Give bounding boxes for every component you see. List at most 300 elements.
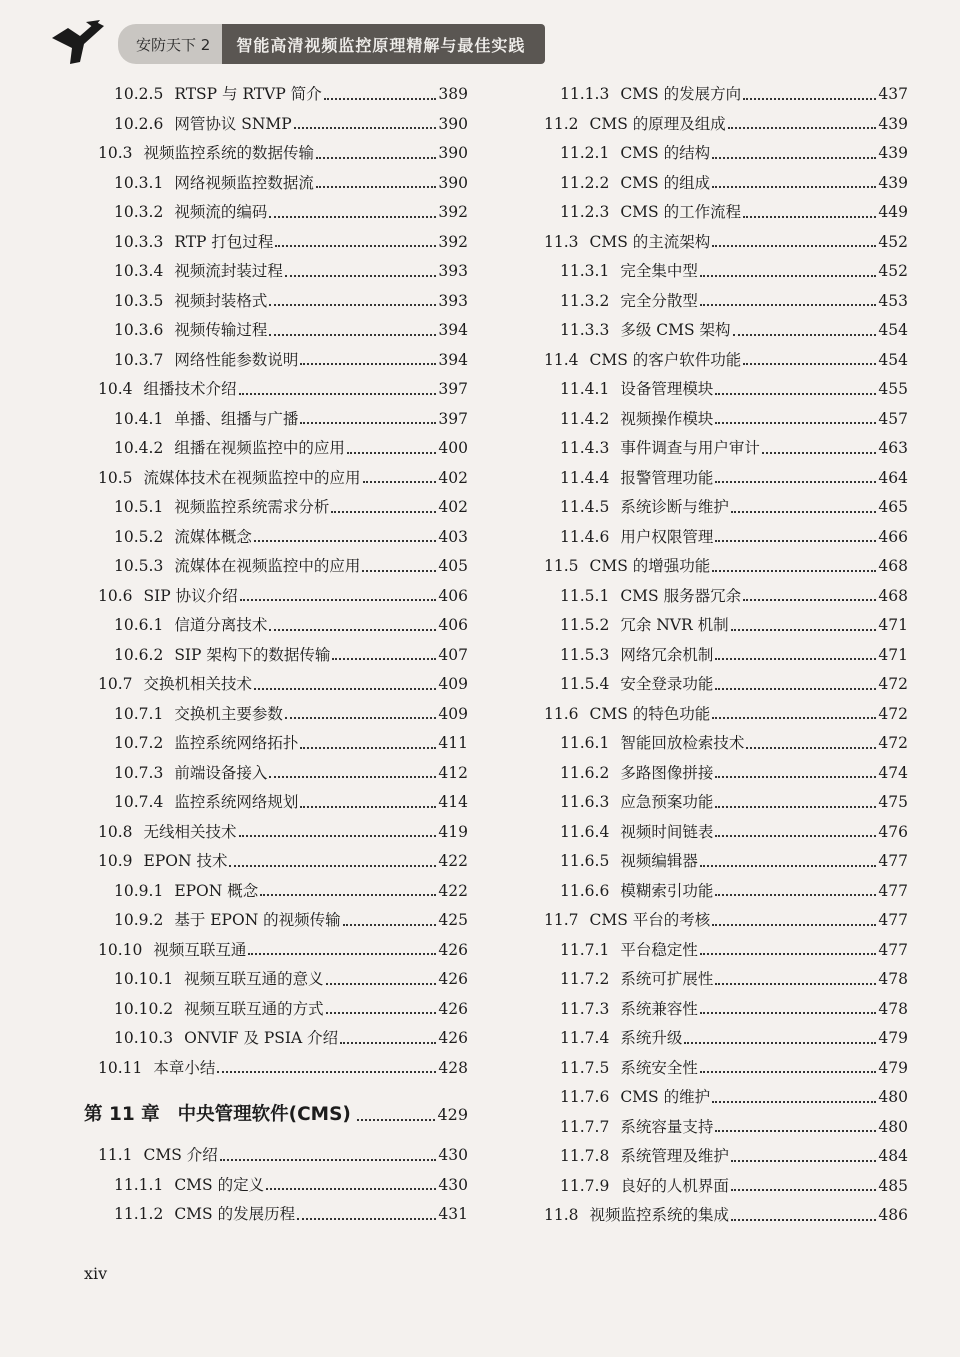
toc-subsection-entry [530, 375, 908, 405]
toc-page-number: 431 [438, 1205, 468, 1223]
toc-title: 系统容量支持 [620, 1117, 714, 1136]
toc-title: 交换机主要参数 [174, 704, 283, 723]
dot-leader [269, 216, 436, 218]
toc-page-number: 452 [878, 232, 908, 251]
book-title: 智能高清视频监控原理精解与最佳实践 [222, 24, 545, 64]
toc-number: 10.4 [98, 380, 133, 398]
toc-number: 11.5.1 [560, 586, 610, 605]
toc-number: 10.4.2 [114, 439, 164, 457]
toc-number: 11.7.8 [560, 1147, 610, 1165]
toc-number: 10.10.1 [114, 970, 174, 988]
dot-leader [731, 511, 877, 513]
toc-title: 视频监控系统需求分析 [174, 498, 330, 516]
toc-subsection-entry [530, 995, 908, 1025]
dot-leader [300, 806, 436, 808]
toc-subsection-entry [84, 257, 468, 287]
toc-number: 10.6.1 [114, 616, 164, 634]
dot-leader [357, 1119, 436, 1121]
toc-title: 视频互联互通的意义 [184, 970, 324, 988]
toc-subsection-entry [84, 346, 468, 376]
toc-section-entry [84, 847, 468, 877]
toc-subsection-entry [84, 729, 468, 759]
toc-title: 视频时间链表 [620, 822, 714, 841]
toc-subsection-entry [530, 198, 908, 228]
toc-number: 11.4.3 [560, 439, 610, 457]
dot-leader [715, 393, 876, 395]
toc-number: 11.6.6 [560, 881, 610, 900]
toc-title: 前端设备接入 [174, 763, 268, 782]
toc-subsection-entry [530, 316, 908, 346]
toc-section-entry [84, 139, 468, 169]
toc-title: 良好的人机界面 [620, 1176, 729, 1195]
dot-leader [275, 245, 436, 247]
toc-title: 用户权限管理 [620, 527, 714, 546]
toc-title: CMS 的原理及组成 [589, 114, 726, 133]
toc-page-number: 414 [438, 793, 468, 811]
toc-number: 11.4.5 [560, 498, 610, 516]
toc-page-number: 437 [878, 85, 908, 103]
toc-page-number: 393 [438, 291, 468, 310]
toc-title: ONVIF 及 PSIA 介绍 [184, 1029, 339, 1047]
toc-number: 10.3.1 [114, 173, 164, 192]
toc-number: 11.4.4 [560, 468, 610, 487]
toc-title: SIP 协议介绍 [143, 586, 238, 605]
toc-title: 模糊索引功能 [620, 881, 714, 900]
toc-title: 视频流的编码 [174, 203, 268, 221]
toc-page-number: 409 [438, 675, 468, 693]
dot-leader [700, 953, 877, 955]
dot-leader [715, 835, 876, 837]
toc-number: 11.7.3 [560, 999, 610, 1018]
toc-page-number: 422 [438, 881, 468, 900]
toc-section-entry [530, 110, 908, 140]
toc-subsection-entry [530, 1024, 908, 1054]
toc-subsection-entry [84, 169, 468, 199]
toc-section-entry [530, 700, 908, 730]
toc-subsection-entry [530, 582, 908, 612]
dot-leader [254, 540, 437, 542]
dot-leader [240, 599, 437, 601]
toc-number: 10.8 [98, 822, 133, 841]
toc-section-entry [84, 582, 468, 612]
publisher-logo-icon [50, 18, 106, 66]
toc-subsection-entry [530, 1083, 908, 1113]
toc-title: 本章小结 [153, 1058, 216, 1077]
toc-title: 视频监控系统的数据传输 [143, 144, 315, 162]
toc-title: 报警管理功能 [620, 468, 714, 487]
toc-page-number: 426 [438, 940, 468, 959]
toc-number: 10.3 [98, 144, 133, 162]
toc-section-entry [84, 818, 468, 848]
toc-title: 系统安全性 [620, 1058, 698, 1077]
toc-page-number: 468 [878, 557, 908, 575]
dot-leader [743, 363, 876, 365]
dot-leader [728, 127, 877, 129]
toc-subsection-entry [84, 434, 468, 464]
toc-chapter-entry [84, 1089, 468, 1141]
toc-subsection-entry [84, 641, 468, 671]
toc-page-number: 412 [438, 763, 468, 782]
toc-number: 11.3.1 [560, 262, 610, 280]
toc-page-number: 466 [878, 527, 908, 546]
toc-subsection-entry [530, 523, 908, 553]
toc-number: 11.7 [544, 911, 579, 929]
toc-title: CMS 平台的考核 [589, 911, 711, 929]
toc-title: CMS 的客户软件功能 [589, 350, 742, 369]
toc-title: 监控系统网络拓扑 [174, 734, 299, 752]
dot-leader [743, 216, 876, 218]
dot-leader [712, 717, 876, 719]
toc-subsection-entry [84, 198, 468, 228]
toc-number: 10.5.2 [114, 527, 164, 546]
toc-page-number: 439 [878, 173, 908, 192]
dot-leader [762, 452, 877, 454]
toc-title: CMS 的定义 [174, 1175, 265, 1194]
toc-page-number: 402 [438, 498, 468, 516]
toc-page-number: 477 [878, 852, 908, 870]
toc-number: 10.7.2 [114, 734, 164, 752]
toc-number: 11.7.5 [560, 1058, 610, 1077]
toc-page-number: 478 [878, 970, 908, 988]
toc-page-number: 406 [438, 586, 468, 605]
toc-section-entry [84, 375, 468, 405]
toc-title: 视频互联互通 [153, 940, 247, 959]
toc-number: 11.7.2 [560, 970, 610, 988]
dot-leader [340, 1042, 436, 1044]
toc-page-number: 393 [438, 262, 468, 280]
toc-title: 监控系统网络规划 [174, 793, 299, 811]
toc-title: 视频互联互通的方式 [184, 999, 324, 1018]
toc-title: 系统可扩展性 [620, 970, 714, 988]
toc-number: 11.3.3 [560, 321, 610, 339]
dot-leader [743, 98, 876, 100]
toc-subsection-entry [530, 818, 908, 848]
toc-subsection-entry [530, 434, 908, 464]
dot-leader [331, 511, 436, 513]
toc-page-number: 397 [438, 380, 468, 398]
toc-section-entry [530, 552, 908, 582]
dot-leader [362, 570, 436, 572]
dot-leader [266, 1188, 436, 1190]
toc-page-number: 390 [438, 144, 468, 162]
toc-page-number: 405 [438, 557, 468, 575]
dot-leader [269, 304, 436, 306]
toc-number: 11.1.3 [560, 85, 610, 103]
toc-subsection-entry [530, 847, 908, 877]
toc-title: 多级 CMS 架构 [620, 321, 731, 339]
toc-number: 11.7.1 [560, 940, 610, 959]
toc-subsection-entry [530, 257, 908, 287]
dot-leader [294, 127, 437, 129]
toc-number: 11.1.1 [114, 1175, 164, 1194]
dot-leader [260, 894, 436, 896]
toc-subsection-entry [530, 493, 908, 523]
toc-title: 事件调查与用户审计 [620, 439, 760, 457]
toc-title: 系统兼容性 [620, 999, 698, 1018]
toc-title: 无线相关技术 [143, 822, 237, 841]
toc-page-number: 455 [878, 380, 908, 398]
toc-subsection-entry [84, 906, 468, 936]
toc-number: 11.6.2 [560, 763, 610, 782]
dot-leader [712, 186, 876, 188]
toc-title: CMS 的组成 [620, 173, 711, 192]
toc-number: 11.6.3 [560, 793, 610, 811]
toc-title: 基于 EPON 的视频传输 [174, 911, 341, 929]
toc-title: 组播在视频监控中的应用 [174, 439, 345, 457]
toc-title: 完全分散型 [620, 291, 698, 310]
toc-title: RTP 打包过程 [174, 232, 274, 251]
dot-leader [733, 334, 877, 336]
toc-number: 10.3.5 [114, 291, 164, 310]
toc-right-column [530, 80, 908, 1231]
toc-number: 11.2 [544, 114, 579, 133]
toc-title: RTSP 与 RTVP 简介 [174, 85, 322, 103]
toc-number: 11.5.2 [560, 616, 610, 634]
toc-number: 11.6.5 [560, 852, 610, 870]
dot-leader [715, 983, 876, 985]
toc-page-number: 397 [438, 409, 468, 428]
toc-page-number: 477 [878, 881, 908, 900]
dot-leader [324, 98, 437, 100]
toc-title: CMS 的特色功能 [589, 704, 711, 723]
toc-page-number: 485 [878, 1176, 908, 1195]
toc-page-number: 407 [438, 645, 468, 664]
toc-page-number: 430 [438, 1175, 468, 1194]
toc-number: 11.6.4 [560, 822, 610, 841]
toc-subsection-entry [84, 552, 468, 582]
dot-leader [700, 1071, 877, 1073]
toc-page-number: 464 [878, 468, 908, 487]
toc-number: 10.5.3 [114, 557, 164, 575]
toc-title: 平台稳定性 [620, 940, 698, 959]
toc-page-number: 426 [438, 1029, 468, 1047]
toc-title: 智能回放检索技术 [620, 734, 745, 752]
toc-page-number: 486 [878, 1206, 908, 1224]
toc-page-number: 439 [878, 114, 908, 133]
toc-left-column [84, 80, 468, 1230]
toc-number: 11.6.1 [560, 734, 610, 752]
toc-title: CMS 的维护 [620, 1088, 711, 1106]
dot-leader [731, 1219, 876, 1221]
toc-subsection-entry [84, 405, 468, 435]
dot-leader [217, 1071, 436, 1073]
toc-subsection-entry [530, 641, 908, 671]
dot-leader [684, 1042, 876, 1044]
toc-subsection-entry [84, 759, 468, 789]
toc-page-number: 449 [878, 203, 908, 221]
toc-section-entry [530, 346, 908, 376]
toc-number: 11.3.2 [560, 291, 610, 310]
toc-number: 11.6 [544, 704, 579, 723]
toc-subsection-entry [84, 995, 468, 1025]
toc-number: 11.7.7 [560, 1117, 610, 1136]
toc-subsection-entry [84, 965, 468, 995]
dot-leader [731, 1189, 877, 1191]
dot-leader [715, 894, 876, 896]
chapter-number: 第 11 章 [84, 1104, 160, 1125]
toc-number: 10.2.6 [114, 114, 164, 133]
toc-title: 视频封装格式 [174, 291, 268, 310]
toc-page-number: 419 [438, 822, 468, 841]
toc-page-number: 477 [878, 911, 908, 929]
toc-page-number: 439 [878, 144, 908, 162]
page-number: xiv [84, 1264, 108, 1283]
toc-number: 10.7.3 [114, 763, 164, 782]
toc-page-number: 474 [878, 763, 908, 782]
dot-leader [743, 599, 876, 601]
toc-title: CMS 的工作流程 [620, 203, 742, 221]
dot-leader [715, 658, 876, 660]
toc-page-number: 425 [438, 911, 468, 929]
toc-page-number: 394 [438, 350, 468, 369]
dot-leader [316, 157, 436, 159]
toc-subsection-entry [530, 788, 908, 818]
toc-page-number: 426 [438, 970, 468, 988]
series-name: 安防天下 2 [118, 24, 222, 64]
toc-number: 10.10.2 [114, 999, 174, 1018]
toc-subsection-entry [84, 788, 468, 818]
toc-title: CMS 的发展历程 [174, 1205, 296, 1223]
dot-leader [297, 1218, 436, 1220]
toc-number: 11.8 [544, 1206, 579, 1224]
toc-section-entry [530, 906, 908, 936]
toc-number: 10.4.1 [114, 409, 164, 428]
toc-page-number: 477 [878, 940, 908, 959]
toc-page-number: 422 [438, 852, 468, 870]
dot-leader [731, 629, 877, 631]
toc-number: 11.2.1 [560, 144, 610, 162]
toc-number: 10.7 [98, 675, 133, 693]
toc-page-number: 454 [878, 350, 908, 369]
toc-page-number: 475 [878, 793, 908, 811]
dot-leader [700, 865, 877, 867]
toc-title: 单播、组播与广播 [174, 409, 299, 428]
toc-number: 11.4.1 [560, 380, 610, 398]
toc-section-entry [530, 1201, 908, 1231]
toc-section-entry [84, 670, 468, 700]
toc-page-number: 472 [878, 734, 908, 752]
toc-title: 完全集中型 [620, 262, 698, 280]
toc-subsection-entry [84, 611, 468, 641]
header-banner [118, 24, 545, 64]
toc-title: 网络冗余机制 [620, 645, 714, 664]
toc-subsection-entry [84, 316, 468, 346]
toc-number: 10.9 [98, 852, 133, 870]
toc-page-number: 480 [878, 1088, 908, 1106]
toc-subsection-entry [530, 169, 908, 199]
toc-subsection-entry [84, 110, 468, 140]
toc-title: EPON 概念 [174, 881, 259, 900]
toc-title: 视频流封装过程 [174, 262, 283, 280]
toc-title: 系统升级 [620, 1029, 683, 1047]
toc-number: 10.10.3 [114, 1029, 174, 1047]
dot-leader [269, 334, 436, 336]
dot-leader [248, 953, 436, 955]
toc-page-number: 478 [878, 999, 908, 1018]
dot-leader [363, 481, 437, 483]
toc-title: 冗余 NVR 机制 [620, 616, 729, 634]
toc-subsection-entry [530, 464, 908, 494]
toc-page-number: 389 [438, 85, 468, 103]
dot-leader [712, 570, 876, 572]
dot-leader [285, 717, 437, 719]
toc-subsection-entry [530, 611, 908, 641]
toc-number: 11.7.6 [560, 1088, 610, 1106]
dot-leader [746, 747, 876, 749]
toc-number: 11.2.2 [560, 173, 610, 192]
toc-subsection-entry [530, 139, 908, 169]
toc-title: 组播技术介绍 [143, 380, 237, 398]
toc-number: 10.6.2 [114, 645, 164, 664]
toc-page-number: 426 [438, 999, 468, 1018]
toc-page-number: 409 [438, 704, 468, 723]
dot-leader [700, 275, 877, 277]
toc-number: 11.5 [544, 557, 579, 575]
toc-number: 10.3.3 [114, 232, 164, 251]
toc-subsection-entry [84, 1171, 468, 1201]
toc-subsection-entry [84, 228, 468, 258]
toc-page-number: 484 [878, 1147, 908, 1165]
dot-leader [712, 1101, 876, 1103]
toc-section-entry [530, 228, 908, 258]
toc-subsection-entry [530, 287, 908, 317]
toc-page-number: 472 [878, 704, 908, 723]
toc-title: 视频监控系统的集成 [589, 1206, 730, 1224]
toc-number: 10.5 [98, 468, 133, 487]
toc-section-entry [84, 464, 468, 494]
toc-number: 11.1 [98, 1146, 133, 1164]
dot-leader [347, 452, 437, 454]
dot-leader [715, 481, 876, 483]
toc-page-number: 390 [438, 173, 468, 192]
toc-page-number: 471 [878, 645, 908, 664]
toc-page-number: 428 [438, 1058, 468, 1077]
toc-number: 10.6 [98, 586, 133, 605]
toc-subsection-entry [84, 700, 468, 730]
toc-title: 视频编辑器 [620, 852, 698, 870]
dot-leader [269, 629, 436, 631]
toc-subsection-entry [84, 877, 468, 907]
dot-leader [715, 806, 876, 808]
toc-title: CMS 的结构 [620, 144, 711, 162]
toc-page-number: 392 [438, 203, 468, 221]
toc-number: 10.3.2 [114, 203, 164, 221]
toc-subsection-entry [84, 1024, 468, 1054]
toc-number: 11.4.2 [560, 409, 610, 428]
toc-subsection-entry [84, 287, 468, 317]
dot-leader [712, 245, 876, 247]
toc-subsection-entry [530, 965, 908, 995]
toc-number: 11.3 [544, 232, 579, 251]
dot-leader [712, 924, 876, 926]
toc-title: 网管协议 SNMP [174, 114, 292, 133]
toc-title: 交换机相关技术 [143, 675, 253, 693]
toc-title: 网络视频监控数据流 [174, 173, 314, 192]
toc-page-number: 479 [878, 1029, 908, 1047]
toc-number: 11.5.3 [560, 645, 610, 664]
toc-number: 10.5.1 [114, 498, 164, 516]
toc-number: 11.4 [544, 350, 579, 369]
toc-number: 10.7.1 [114, 704, 164, 723]
dot-leader [285, 275, 437, 277]
toc-title: 系统诊断与维护 [620, 498, 729, 516]
page-header [0, 0, 960, 80]
toc-page-number: 411 [438, 734, 468, 752]
toc-title: 系统管理及维护 [620, 1147, 729, 1165]
toc-section-entry [84, 936, 468, 966]
toc-title: 设备管理模块 [620, 380, 714, 398]
toc-title: CMS 服务器冗余 [620, 586, 742, 605]
